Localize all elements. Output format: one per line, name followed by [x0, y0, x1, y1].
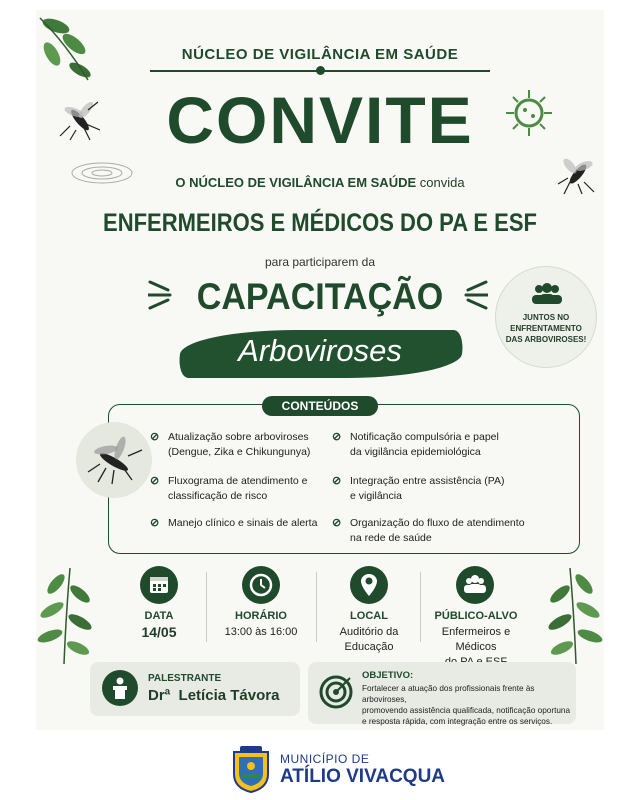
item-line: (Dengue, Zika e Chikungunya)	[168, 446, 311, 458]
check-icon: ⊘	[332, 517, 342, 529]
content-item	[168, 430, 310, 460]
badge-line-1: JUNTOS NO	[522, 313, 570, 322]
item-line: Organização do fluxo de atendimento	[350, 517, 525, 529]
target-icon	[318, 674, 354, 710]
speaker-name: Drª Letícia Távora	[148, 687, 280, 704]
public-line: Enfermeiros e Médicos	[441, 626, 511, 653]
content-item	[350, 430, 499, 460]
contents-title: CONTEÚDOS	[262, 396, 378, 416]
check-icon: ⊘	[332, 475, 342, 487]
item-line: Fluxograma de atendimento e	[168, 475, 308, 487]
check-icon: ⊘	[332, 431, 342, 443]
location-pin-icon	[350, 566, 388, 604]
place-label: LOCAL	[350, 610, 388, 622]
item-line: Atualização sobre arboviroses	[168, 431, 309, 443]
place-line: Auditório da	[339, 626, 399, 638]
objective-label: OBJETIVO:	[362, 670, 414, 681]
objective-panel	[308, 662, 576, 724]
municipal-crest-icon	[228, 744, 274, 794]
divider	[420, 572, 421, 642]
check-icon: ⊘	[150, 475, 160, 487]
item-line: classificação de risco	[168, 490, 268, 502]
item-line: Manejo clínico e sinais de alerta	[168, 517, 318, 529]
content-item	[350, 516, 525, 546]
objective-text	[362, 683, 574, 727]
item-line: Integração entre assistência (PA)	[350, 475, 505, 487]
speaker-panel	[90, 662, 300, 716]
group-icon	[530, 283, 564, 305]
objective-line: Fortalecer a atuação dos profissionais frente às arboviroses,	[362, 684, 535, 704]
podium-icon	[102, 670, 138, 706]
date-label: DATA	[144, 610, 174, 622]
footer-line-1: MUNICÍPIO DE	[280, 752, 370, 766]
content-item	[168, 474, 308, 504]
objective-line: e resposta rápida, com integração entre os serviços.	[362, 717, 553, 726]
check-icon: ⊘	[150, 431, 160, 443]
mosquito-icon	[76, 422, 152, 498]
date-value: 14/05	[141, 624, 177, 640]
place-value	[327, 625, 411, 655]
group-icon	[456, 566, 494, 604]
leaves-decoration-icon	[36, 564, 94, 666]
event-type-heading: CAPACITAÇÃO	[196, 276, 444, 317]
speaker-label: PALESTRANTE	[148, 673, 222, 684]
calendar-icon	[140, 566, 178, 604]
org-header: NÚCLEO DE VIGILÂNCIA EM SAÚDE	[181, 46, 459, 63]
invite-verb: convida	[419, 175, 465, 190]
audience-heading: ENFERMEIROS E MÉDICOS DO PA E ESF	[103, 209, 537, 237]
divider	[206, 572, 207, 642]
invite-line	[0, 175, 640, 190]
item-line: da vigilância epidemiológica	[350, 446, 481, 458]
badge-line-2: ENFRENTAMENTO	[510, 324, 582, 333]
content-item	[350, 474, 504, 504]
content-item	[168, 516, 317, 531]
divider	[316, 572, 317, 642]
mosquito-badge	[76, 422, 152, 498]
clock-icon	[242, 566, 280, 604]
check-icon: ⊘	[150, 517, 160, 529]
leaves-decoration-icon	[546, 564, 604, 666]
participate-text: para participarem da	[264, 255, 376, 269]
time-value: 13:00 às 16:00	[224, 626, 298, 638]
footer-line-2: ATÍLIO VIVACQUA	[280, 766, 446, 787]
badge-line-3: DAS ARBOVIROSES!	[505, 335, 587, 344]
invite-subject: O NÚCLEO DE VIGILÂNCIA EM SAÚDE	[175, 175, 417, 190]
topic-title: Arboviroses	[238, 333, 402, 368]
time-label: HORÁRIO	[235, 610, 287, 622]
divider-dot	[316, 66, 325, 75]
together-badge	[495, 266, 597, 368]
place-line: Educação	[344, 641, 394, 653]
item-line: na rede de saúde	[350, 532, 432, 544]
objective-line: promovendo assistência qualificada, notificação oportuna	[362, 706, 571, 715]
page-title: CONVITE	[166, 83, 474, 157]
item-line: Notificação compulsória e papel	[350, 431, 499, 443]
item-line: e vigilância	[350, 490, 402, 502]
public-label: PÚBLICO-ALVO	[434, 610, 518, 622]
